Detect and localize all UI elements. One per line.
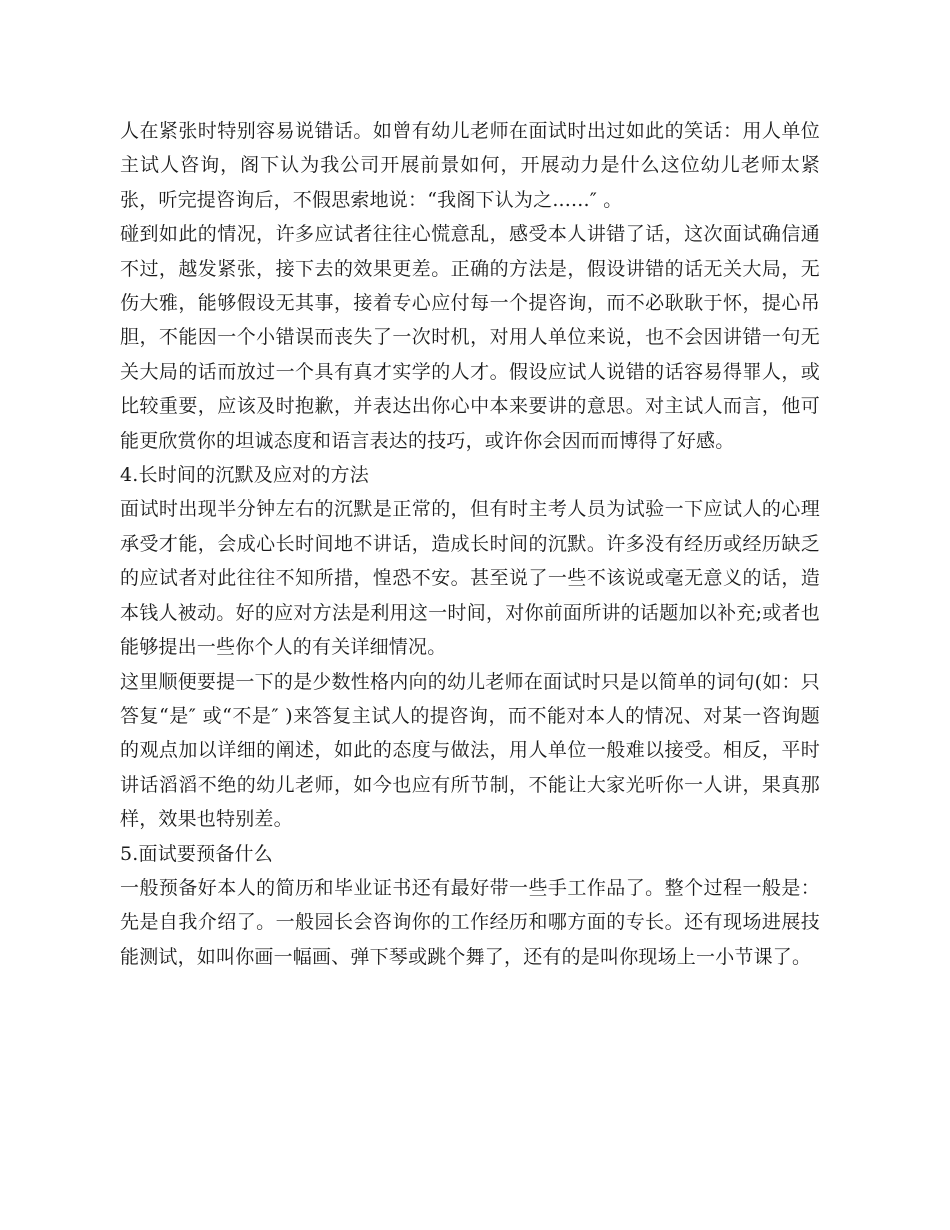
- paragraph-handling-mistakes: 碰到如此的情况，许多应试者往往心慌意乱，感受本人讲错了话，这次面试确信通不过，越发紧张，接下去的效果更差。正确的方法是，假设讲错的话无关大局，无伤大雅，能够假设无其事，接着专心应付每一个提咨询，而不必耿耿于怀，提心吊胆，不能因一个小错误而丧失了一次时机，对用人单位来说，也不会因讲错一句无关大局的话而放过一个具有真才实学的人才。假设应试人说错的话容易得罪人，或比较重要，应该及时抱歉，并表达出你心中本来要讲的意思。对主试人而言，他可能更欣赏你的坦诚态度和语言表达的技巧，或许你会因而而博得了好感。: [120, 223, 820, 452]
- section-heading-silence: 4.长时间的沉默及应对的方法: [120, 464, 369, 487]
- paragraph-preparation: 一般预备好本人的简历和毕业证书还有最好带一些手工作品了。整个过程一般是：先是自我介绍了。一般园长会咨询你的工作经历和哪方面的专长。还有现场进展技能测试，如叫你画一幅画、弹下琴或跳个舞了，还有的是叫你现场上一小节课了。: [120, 876, 820, 968]
- paragraph-silence: 面试时出现半分钟左右的沉默是正常的，但有时主考人员为试验一下应试人的心理承受才能，会成心长时间地不讲话，造成长时间的沉默。许多没有经历或经历缺乏的应试者对此往往不知所措，惶恐不安。甚至说了一些不该说或毫无意义的话，造本钱人被动。好的应对方法是利用这一时间，对你前面所讲的话题加以补充;或者也能够提出一些你个人的有关详细情况。: [120, 498, 820, 659]
- paragraph-speaking-mistakes: 人在紧张时特别容易说错话。如曾有幼儿老师在面试时出过如此的笑话：用人单位主试人咨询，阁下认为我公司开展前景如何，开展动力是什么这位幼儿老师太紧张，听完提咨询后，不假思索地说：“我阁下认为之......″ 。: [120, 120, 820, 211]
- section-heading-preparation: 5.面试要预备什么: [120, 842, 273, 865]
- paragraph-introverted-teachers: 这里顺便要提一下的是少数性格内向的幼儿老师在面试时只是以简单的词句(如：只答复“是″ 或“不是″ )来答复主试人的提咨询，而不能对本人的情况、对某一咨询题的观点加以详细的阐述，如此的态度与做法，用人单位一般难以接受。相反，平时讲话滔滔不绝的幼儿老师，如今也应有所节制，不能让大家光听你一人讲，果真那样，效果也特别差。: [120, 670, 820, 831]
- document-body: [120, 114, 820, 974]
